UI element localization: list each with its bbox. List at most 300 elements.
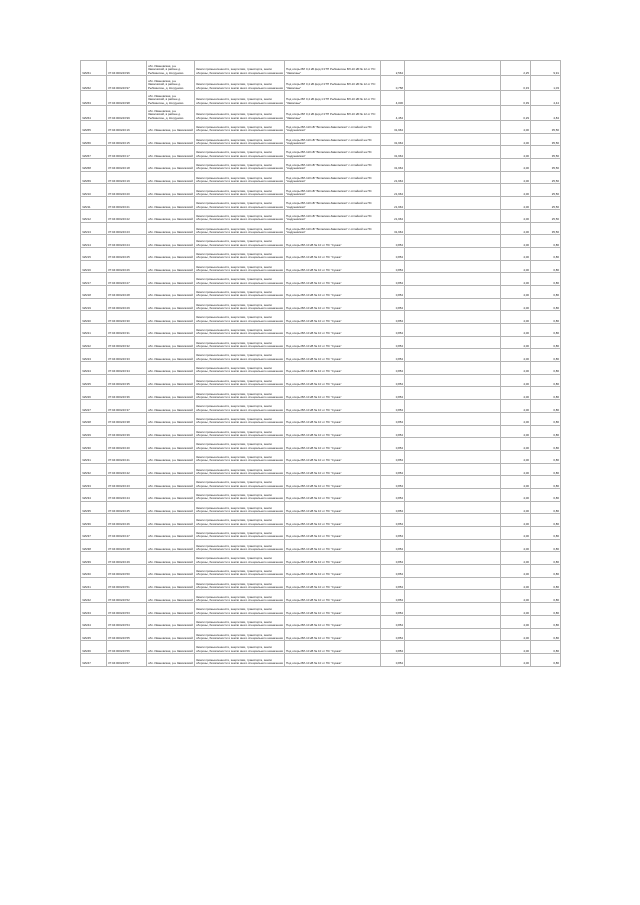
- cadastral-number-cell: 37:04:000243:27: [107, 273, 147, 286]
- address-cell: обл. Ивановская, р-н Заволжский: [147, 197, 195, 210]
- purpose-cell: Под опоры ВЛ-10 кВ № 10 от ПС "Сунжа": [285, 336, 381, 349]
- row-id-cell: ЧИ229: [81, 425, 107, 438]
- area-cell: 0,854: [381, 539, 405, 552]
- cadastral-number-cell: 37:04:000243:51: [107, 577, 147, 590]
- area-cell: 0,854: [381, 565, 405, 578]
- share-cell: 4,00: [501, 577, 531, 590]
- table-row: [81, 146, 561, 159]
- land-category-cell: Земли промышленности, энергетики, транспорта, земли обороны, безопасности и земли иного специального назначения: [195, 476, 285, 489]
- purpose-cell: Под опоры ВЛ-10 кВ № 10 от ПС "Сунжа": [285, 539, 381, 552]
- land-category-cell: Земли промышленности, энергетики, транспорта, земли обороны, безопасности и земли иного специального назначения: [195, 362, 285, 375]
- table-row: [81, 91, 561, 106]
- purpose-cell: Под опоры ВЛ-10 кВ № 10 от ПС "Сунжа": [285, 577, 381, 590]
- land-category-cell: Земли промышленности, энергетики, транспорта, земли обороны, безопасности и земли иного специального назначения: [195, 159, 285, 172]
- empty-cell: [405, 615, 501, 628]
- cadastral-number-cell: 37:04:000243:96: [107, 61, 147, 76]
- empty-cell: [405, 61, 501, 76]
- total-cell: 0,86: [531, 552, 561, 565]
- cadastral-number-cell: 37:04:000243:32: [107, 336, 147, 349]
- cadastral-number-cell: 37:04:000243:22: [107, 209, 147, 222]
- row-id-cell: ЧИ211: [81, 197, 107, 210]
- land-category-cell: Земли промышленности, энергетики, транспорта, земли обороны, безопасности и земли иного специального назначения: [195, 235, 285, 248]
- land-category-cell: Земли промышленности, энергетики, транспорта, земли обороны, безопасности и земли иного специального назначения: [195, 527, 285, 540]
- total-cell: 0,86: [531, 488, 561, 501]
- land-category-cell: Земли промышленности, энергетики, транспорта, земли обороны, безопасности и земли иного специального назначения: [195, 641, 285, 654]
- area-cell: 0,854: [381, 362, 405, 375]
- share-cell: 4,00: [501, 527, 531, 540]
- cadastral-number-cell: 37:04:000243:29: [107, 298, 147, 311]
- area-cell: 0,854: [381, 311, 405, 324]
- table-row: [81, 603, 561, 616]
- share-cell: 4,00: [501, 501, 531, 514]
- purpose-cell: Под опоры ВЛ-10 кВ № 10 от ПС "Сунжа": [285, 488, 381, 501]
- total-cell: 0,86: [531, 527, 561, 540]
- total-cell: 0,86: [531, 235, 561, 248]
- total-cell: 35,56: [531, 222, 561, 235]
- empty-cell: [405, 488, 501, 501]
- address-cell: обл. Ивановская, р-н Заволжский: [147, 653, 195, 666]
- row-id-cell: ЧИ224: [81, 362, 107, 375]
- land-category-cell: Земли промышленности, энергетики, транспорта, земли обороны, безопасности и земли иного специального назначения: [195, 324, 285, 337]
- row-id-cell: ЧИ246: [81, 641, 107, 654]
- area-cell: 0,854: [381, 628, 405, 641]
- address-cell: обл. Ивановская, р-н Заволжский: [147, 425, 195, 438]
- share-cell: 4,00: [501, 235, 531, 248]
- row-id-cell: ЧИ245: [81, 628, 107, 641]
- row-id-cell: ЧИ234: [81, 488, 107, 501]
- address-cell: обл. Ивановская, р-н Заволжский: [147, 311, 195, 324]
- row-id-cell: ЧИ235: [81, 501, 107, 514]
- area-cell: 0,854: [381, 653, 405, 666]
- row-id-cell: ЧИ228: [81, 412, 107, 425]
- row-id-cell: ЧИ244: [81, 615, 107, 628]
- row-id-cell: ЧИ213: [81, 222, 107, 235]
- cadastral-number-cell: 37:04:000243:43: [107, 476, 147, 489]
- table-row: [81, 653, 561, 666]
- purpose-cell: Под опоры ВЛ-110 кВ "Волжская-Заволжская" с отпайкой на ПС "Андреевская": [285, 133, 381, 146]
- area-cell: 21,964: [381, 184, 405, 197]
- table-row: [81, 336, 561, 349]
- land-category-cell: Земли промышленности, энергетики, транспорта, земли обороны, безопасности и земли иного специального назначения: [195, 501, 285, 514]
- empty-cell: [405, 285, 501, 298]
- area-cell: 31,964: [381, 146, 405, 159]
- purpose-cell: Под опоры ВЛ-10 кВ № 10 от ПС "Сунжа": [285, 476, 381, 489]
- purpose-cell: Под опоры ВЛ-10 кВ № 10 от ПС "Сунжа": [285, 501, 381, 514]
- share-cell: 4,00: [501, 311, 531, 324]
- share-cell: 4,00: [501, 400, 531, 413]
- share-cell: 4,00: [501, 438, 531, 451]
- total-cell: 25,56: [531, 171, 561, 184]
- empty-cell: [405, 577, 501, 590]
- area-cell: 0,854: [381, 463, 405, 476]
- row-id-cell: ЧИ241: [81, 577, 107, 590]
- total-cell: 35,56: [531, 121, 561, 134]
- land-plot-table: [80, 60, 561, 667]
- row-id-cell: ЧИ268: [81, 159, 107, 172]
- cadastral-number-cell: 37:04:000243:34: [107, 362, 147, 375]
- table-row: [81, 133, 561, 146]
- total-cell: 25,56: [531, 184, 561, 197]
- address-cell: обл. Ивановская, р-н Заволжский: [147, 577, 195, 590]
- land-category-cell: Земли промышленности, энергетики, транспорта, земли обороны, безопасности и земли иного специального назначения: [195, 349, 285, 362]
- area-cell: 0,854: [381, 577, 405, 590]
- land-category-cell: Земли промышленности, энергетики, транспорта, земли обороны, безопасности и земли иного специального назначения: [195, 565, 285, 578]
- address-cell: обл. Ивановская, р-н Заволжский: [147, 273, 195, 286]
- cadastral-number-cell: 37:04:000243:15: [107, 133, 147, 146]
- total-cell: 25,56: [531, 197, 561, 210]
- land-category-cell: Земли промышленности, энергетики, транспорта, земли обороны, безопасности и земли иного специального назначения: [195, 603, 285, 616]
- cadastral-number-cell: 37:04:000243:26: [107, 260, 147, 273]
- empty-cell: [405, 463, 501, 476]
- cadastral-number-cell: 37:04:000243:53: [107, 603, 147, 616]
- area-cell: 0,758: [381, 76, 405, 91]
- land-category-cell: Земли промышленности, энергетики, транспорта, земли обороны, безопасности и земли иного специального назначения: [195, 311, 285, 324]
- share-cell: 4,00: [501, 336, 531, 349]
- cadastral-number-cell: 37:04:000243:42: [107, 463, 147, 476]
- address-cell: обл. Ивановская, р-н Заволжский: [147, 387, 195, 400]
- area-cell: 21,964: [381, 209, 405, 222]
- land-category-cell: Земли промышленности, энергетики, транспорта, земли обороны, безопасности и земли иного специального назначения: [195, 628, 285, 641]
- table-row: [81, 222, 561, 235]
- land-category-cell: Земли промышленности, энергетики, транспорта, земли обороны, безопасности и земли иного специального назначения: [195, 374, 285, 387]
- table-row: [81, 463, 561, 476]
- land-category-cell: Земли промышленности, энергетики, транспорта, земли обороны, безопасности и земли иного специального назначения: [195, 184, 285, 197]
- address-cell: обл. Ивановская, р-н Заволжский, в районе д. Рыбкинское, д. Колдуново: [147, 106, 195, 121]
- row-id-cell: ЧИ237: [81, 527, 107, 540]
- area-cell: 0,854: [381, 285, 405, 298]
- row-id-cell: ЧИ262: [81, 76, 107, 91]
- share-cell: 4,00: [501, 285, 531, 298]
- table-row: [81, 539, 561, 552]
- land-category-cell: Земли промышленности, энергетики, транспорта, земли обороны, безопасности и земли иного специального назначения: [195, 209, 285, 222]
- address-cell: обл. Ивановская, р-н Заволжский: [147, 324, 195, 337]
- share-cell: 4,00: [501, 514, 531, 527]
- empty-cell: [405, 235, 501, 248]
- cadastral-number-cell: 37:04:000243:54: [107, 615, 147, 628]
- address-cell: обл. Ивановская, р-н Заволжский: [147, 501, 195, 514]
- empty-cell: [405, 374, 501, 387]
- area-cell: 21,964: [381, 171, 405, 184]
- total-cell: 0,86: [531, 247, 561, 260]
- purpose-cell: Под опоры ВЛ-110 кВ "Волжская-Заволжская" с отпайкой на ПС "Андреевская": [285, 197, 381, 210]
- row-id-cell: ЧИ216: [81, 260, 107, 273]
- cadastral-number-cell: 37:04:000243:98: [107, 91, 147, 106]
- cadastral-number-cell: 37:04:000243:21: [107, 197, 147, 210]
- table-row: [81, 438, 561, 451]
- purpose-cell: Под опоры ВЛ-10 кВ № 10 от ПС "Сунжа": [285, 260, 381, 273]
- land-category-cell: Земли промышленности, энергетики, транспорта, земли обороны, безопасности и земли иного специального назначения: [195, 106, 285, 121]
- cadastral-number-cell: 37:04:000243:24: [107, 235, 147, 248]
- total-cell: 0,86: [531, 501, 561, 514]
- land-category-cell: Земли промышленности, энергетики, транспорта, земли обороны, безопасности и земли иного специального назначения: [195, 438, 285, 451]
- purpose-cell: Под опоры ВЛ-110 кВ "Волжская-Заволжская" с отпайкой на ПС "Андреевская": [285, 121, 381, 134]
- cadastral-number-cell: 37:04:000243:49: [107, 552, 147, 565]
- purpose-cell: Под опоры ВЛ-110 кВ "Волжская-Заволжская" с отпайкой на ПС "Андреевская": [285, 159, 381, 172]
- purpose-cell: Под опоры ВЛ-110 кВ "Волжская-Заволжская" с отпайкой на ПС "Андреевская": [285, 209, 381, 222]
- address-cell: обл. Ивановская, р-н Заволжский: [147, 450, 195, 463]
- purpose-cell: Под опоры ВЛ-110 кВ "Волжская-Заволжская" с отпайкой на ПС "Андреевская": [285, 171, 381, 184]
- area-cell: 0,854: [381, 273, 405, 286]
- empty-cell: [405, 514, 501, 527]
- table-row: [81, 412, 561, 425]
- land-category-cell: Земли промышленности, энергетики, транспорта, земли обороны, безопасности и земли иного специального назначения: [195, 247, 285, 260]
- land-category-cell: Земли промышленности, энергетики, транспорта, земли обороны, безопасности и земли иного специального назначения: [195, 260, 285, 273]
- total-cell: 0,86: [531, 298, 561, 311]
- table-row: [81, 450, 561, 463]
- table-row: [81, 311, 561, 324]
- land-category-cell: Земли промышленности, энергетики, транспорта, земли обороны, безопасности и земли иного специального назначения: [195, 653, 285, 666]
- land-category-cell: Земли промышленности, энергетики, транспорта, земли обороны, безопасности и земли иного специального назначения: [195, 121, 285, 134]
- purpose-cell: Под опоры ВЛ-10 кВ № 10 от ПС "Сунжа": [285, 463, 381, 476]
- share-cell: 4,00: [501, 324, 531, 337]
- table-row: [81, 628, 561, 641]
- address-cell: обл. Ивановская, р-н Заволжский: [147, 412, 195, 425]
- area-cell: 4,006: [381, 91, 405, 106]
- empty-cell: [405, 603, 501, 616]
- land-category-cell: Земли промышленности, энергетики, транспорта, земли обороны, безопасности и земли иного специального назначения: [195, 273, 285, 286]
- address-cell: обл. Ивановская, р-н Заволжский: [147, 222, 195, 235]
- empty-cell: [405, 324, 501, 337]
- land-category-cell: Земли промышленности, энергетики, транспорта, земли обороны, безопасности и земли иного специального назначения: [195, 615, 285, 628]
- row-id-cell: ЧИ264: [81, 106, 107, 121]
- cadastral-number-cell: 37:04:000243:36: [107, 387, 147, 400]
- address-cell: обл. Ивановская, р-н Заволжский: [147, 362, 195, 375]
- share-cell: 4,00: [501, 387, 531, 400]
- cadastral-number-cell: 37:04:000243:48: [107, 539, 147, 552]
- share-cell: 0,39: [501, 91, 531, 106]
- empty-cell: [405, 400, 501, 413]
- row-id-cell: ЧИ236: [81, 514, 107, 527]
- address-cell: обл. Ивановская, р-н Заволжский: [147, 476, 195, 489]
- land-category-cell: Земли промышленности, энергетики, транспорта, земли обороны, безопасности и земли иного специального назначения: [195, 197, 285, 210]
- total-cell: 0,86: [531, 590, 561, 603]
- address-cell: обл. Ивановская, р-н Заволжский: [147, 349, 195, 362]
- share-cell: 4,00: [501, 247, 531, 260]
- address-cell: обл. Ивановская, р-н Заволжский: [147, 603, 195, 616]
- empty-cell: [405, 146, 501, 159]
- purpose-cell: Под опоры ВЛ-10 кВ № 10 от ПС "Сунжа": [285, 400, 381, 413]
- share-cell: 4,00: [501, 425, 531, 438]
- purpose-cell: Под опоры ВЛ-10 кВ № 10 от ПС "Сунжа": [285, 653, 381, 666]
- total-cell: 0,86: [531, 425, 561, 438]
- cadastral-number-cell: 37:04:000243:23: [107, 222, 147, 235]
- area-cell: 0,854: [381, 552, 405, 565]
- area-cell: 31,964: [381, 159, 405, 172]
- empty-cell: [405, 159, 501, 172]
- total-cell: 0,86: [531, 374, 561, 387]
- share-cell: 4,00: [501, 197, 531, 210]
- land-category-cell: Земли промышленности, энергетики, транспорта, земли обороны, безопасности и земли иного специального назначения: [195, 463, 285, 476]
- empty-cell: [405, 628, 501, 641]
- empty-cell: [405, 298, 501, 311]
- purpose-cell: Под опоры ВЛ-110 кВ "Волжская-Заволжская" с отпайкой на ПС "Андреевская": [285, 184, 381, 197]
- share-cell: 4,00: [501, 450, 531, 463]
- table-row: [81, 615, 561, 628]
- share-cell: 4,00: [501, 412, 531, 425]
- share-cell: 4,00: [501, 209, 531, 222]
- land-category-cell: Земли промышленности, энергетики, транспорта, земли обороны, безопасности и земли иного специального назначения: [195, 590, 285, 603]
- share-cell: 4,00: [501, 488, 531, 501]
- empty-cell: [405, 209, 501, 222]
- empty-cell: [405, 362, 501, 375]
- area-cell: 0,854: [381, 298, 405, 311]
- purpose-cell: Под опоры ВЛ-10 кВ № 10 от ПС "Сунжа": [285, 615, 381, 628]
- purpose-cell: Под опоры ВЛ-10 кВ № 10 от ПС "Сунжа": [285, 438, 381, 451]
- purpose-cell: Под опоры ВЛ-10 кВ № 10 от ПС "Сунжа": [285, 387, 381, 400]
- land-category-cell: Земли промышленности, энергетики, транспорта, земли обороны, безопасности и земли иного специального назначения: [195, 91, 285, 106]
- total-cell: 0,86: [531, 260, 561, 273]
- cadastral-number-cell: 37:04:000243:17: [107, 146, 147, 159]
- row-id-cell: ЧИ217: [81, 273, 107, 286]
- total-cell: 0,86: [531, 577, 561, 590]
- total-cell: 35,56: [531, 146, 561, 159]
- share-cell: 4,00: [501, 628, 531, 641]
- row-id-cell: ЧИ215: [81, 247, 107, 260]
- cadastral-number-cell: 37:04:000243:20: [107, 184, 147, 197]
- empty-cell: [405, 121, 501, 134]
- row-id-cell: ЧИ261: [81, 61, 107, 76]
- row-id-cell: ЧИ266: [81, 133, 107, 146]
- empty-cell: [405, 412, 501, 425]
- row-id-cell: ЧИ242: [81, 590, 107, 603]
- land-category-cell: Земли промышленности, энергетики, транспорта, земли обороны, безопасности и земли иного специального назначения: [195, 387, 285, 400]
- address-cell: обл. Ивановская, р-н Заволжский, в районе д. Рыбкинское, д. Колдуново: [147, 61, 195, 76]
- address-cell: обл. Ивановская, р-н Заволжский, в районе д. Рыбкинское, д. Колдуново: [147, 91, 195, 106]
- area-cell: 0,854: [381, 603, 405, 616]
- table-row: [81, 349, 561, 362]
- share-cell: 4,00: [501, 565, 531, 578]
- row-id-cell: ЧИ239: [81, 552, 107, 565]
- area-cell: 0,854: [381, 374, 405, 387]
- purpose-cell: Под опоры ВЛ-10 кВ № 10 от ПС "Сунжа": [285, 285, 381, 298]
- address-cell: обл. Ивановская, р-н Заволжский: [147, 133, 195, 146]
- land-category-cell: Земли промышленности, энергетики, транспорта, земли обороны, безопасности и земли иного специального назначения: [195, 488, 285, 501]
- empty-cell: [405, 653, 501, 666]
- total-cell: 0,86: [531, 514, 561, 527]
- row-id-cell: ЧИ238: [81, 539, 107, 552]
- row-id-cell: ЧИ225: [81, 374, 107, 387]
- land-category-cell: Земли промышленности, энергетики, транспорта, земли обороны, безопасности и земли иного специального назначения: [195, 577, 285, 590]
- land-category-cell: Земли промышленности, энергетики, транспорта, земли обороны, безопасности и земли иного специального назначения: [195, 552, 285, 565]
- table-row: [81, 76, 561, 91]
- empty-cell: [405, 273, 501, 286]
- share-cell: 4,00: [501, 159, 531, 172]
- purpose-cell: Под опоры ВЛ-10 кВ № 10 от ПС "Сунжа": [285, 450, 381, 463]
- row-id-cell: ЧИ233: [81, 476, 107, 489]
- land-category-cell: Земли промышленности, энергетики, транспорта, земли обороны, безопасности и земли иного специального назначения: [195, 171, 285, 184]
- share-cell: 4,00: [501, 121, 531, 134]
- area-cell: 0,854: [381, 438, 405, 451]
- share-cell: 0,29: [501, 106, 531, 121]
- table-row: [81, 106, 561, 121]
- address-cell: обл. Ивановская, р-н Заволжский: [147, 209, 195, 222]
- share-cell: 4,00: [501, 298, 531, 311]
- total-cell: 0,86: [531, 311, 561, 324]
- cadastral-number-cell: 37:04:000243:30: [107, 311, 147, 324]
- total-cell: 0,86: [531, 387, 561, 400]
- address-cell: обл. Ивановская, р-н Заволжский: [147, 298, 195, 311]
- empty-cell: [405, 590, 501, 603]
- total-cell: 0,86: [531, 438, 561, 451]
- share-cell: 4,00: [501, 615, 531, 628]
- row-id-cell: ЧИ221: [81, 324, 107, 337]
- address-cell: обл. Ивановская, р-н Заволжский: [147, 146, 195, 159]
- empty-cell: [405, 438, 501, 451]
- cadastral-number-cell: 37:04:000243:99: [107, 106, 147, 121]
- cadastral-number-cell: 37:04:000243:55: [107, 628, 147, 641]
- table-row: [81, 362, 561, 375]
- row-id-cell: ЧИ240: [81, 565, 107, 578]
- total-cell: 0,86: [531, 641, 561, 654]
- table-row: [81, 488, 561, 501]
- cadastral-number-cell: 37:04:000243:45: [107, 501, 147, 514]
- address-cell: обл. Ивановская, р-н Заволжский: [147, 235, 195, 248]
- purpose-cell: Под опоры ВЛ-10 кВ № 10 от ПС "Сунжа": [285, 527, 381, 540]
- cadastral-number-cell: 37:04:000243:56: [107, 641, 147, 654]
- table-row: [81, 209, 561, 222]
- share-cell: 4,00: [501, 273, 531, 286]
- share-cell: 4,00: [501, 374, 531, 387]
- empty-cell: [405, 247, 501, 260]
- area-cell: 0,854: [381, 387, 405, 400]
- address-cell: обл. Ивановская, р-н Заволжский: [147, 247, 195, 260]
- land-category-cell: Земли промышленности, энергетики, транспорта, земли обороны, безопасности и земли иного специального назначения: [195, 133, 285, 146]
- address-cell: обл. Ивановская, р-н Заволжский: [147, 641, 195, 654]
- land-category-cell: Земли промышленности, энергетики, транспорта, земли обороны, безопасности и земли иного специального назначения: [195, 61, 285, 76]
- area-cell: 0,854: [381, 590, 405, 603]
- empty-cell: [405, 527, 501, 540]
- address-cell: обл. Ивановская, р-н Заволжский: [147, 552, 195, 565]
- empty-cell: [405, 336, 501, 349]
- total-cell: 0,86: [531, 412, 561, 425]
- cadastral-number-cell: 37:04:000243:33: [107, 349, 147, 362]
- row-id-cell: ЧИ227: [81, 400, 107, 413]
- purpose-cell: Под опоры ВЛ-10 кВ № 10 от ПС "Сунжа": [285, 349, 381, 362]
- cadastral-number-cell: 37:04:000243:35: [107, 374, 147, 387]
- empty-cell: [405, 349, 501, 362]
- row-id-cell: ЧИ263: [81, 91, 107, 106]
- land-category-cell: Земли промышленности, энергетики, транспорта, земли обороны, безопасности и земли иного специального назначения: [195, 450, 285, 463]
- land-category-cell: Земли промышленности, энергетики, транспорта, земли обороны, безопасности и земли иного специального назначения: [195, 336, 285, 349]
- address-cell: обл. Ивановская, р-н Заволжский: [147, 184, 195, 197]
- address-cell: обл. Ивановская, р-н Заволжский: [147, 527, 195, 540]
- table-row: [81, 197, 561, 210]
- empty-cell: [405, 501, 501, 514]
- table-row: [81, 577, 561, 590]
- purpose-cell: Под опоры ВЛ-10 кВ № 10 от ПС "Сунжа": [285, 590, 381, 603]
- area-cell: 0,854: [381, 641, 405, 654]
- empty-cell: [405, 91, 501, 106]
- purpose-cell: Под опоры ВЛ-110 кВ "Волжская-Заволжская" с отпайкой на ПС "Андреевская": [285, 222, 381, 235]
- table-row: [81, 501, 561, 514]
- row-id-cell: ЧИ231: [81, 450, 107, 463]
- address-cell: обл. Ивановская, р-н Заволжский: [147, 628, 195, 641]
- row-id-cell: ЧИ230: [81, 438, 107, 451]
- empty-cell: [405, 565, 501, 578]
- purpose-cell: Под опоры ВЛ-10 кВ № 10 от ПС "Сунжа": [285, 374, 381, 387]
- empty-cell: [405, 197, 501, 210]
- cadastral-number-cell: 37:04:000243:41: [107, 450, 147, 463]
- row-id-cell: ЧИ222: [81, 336, 107, 349]
- row-id-cell: ЧИ219: [81, 298, 107, 311]
- address-cell: обл. Ивановская, р-н Заволжский: [147, 590, 195, 603]
- address-cell: обл. Ивановская, р-н Заволжский: [147, 463, 195, 476]
- empty-cell: [405, 171, 501, 184]
- area-cell: 2,564: [381, 61, 405, 76]
- purpose-cell: Под опоры ВЛ-10 кВ № 10 от ПС "Сунжа": [285, 628, 381, 641]
- total-cell: 0,86: [531, 400, 561, 413]
- table-row: [81, 159, 561, 172]
